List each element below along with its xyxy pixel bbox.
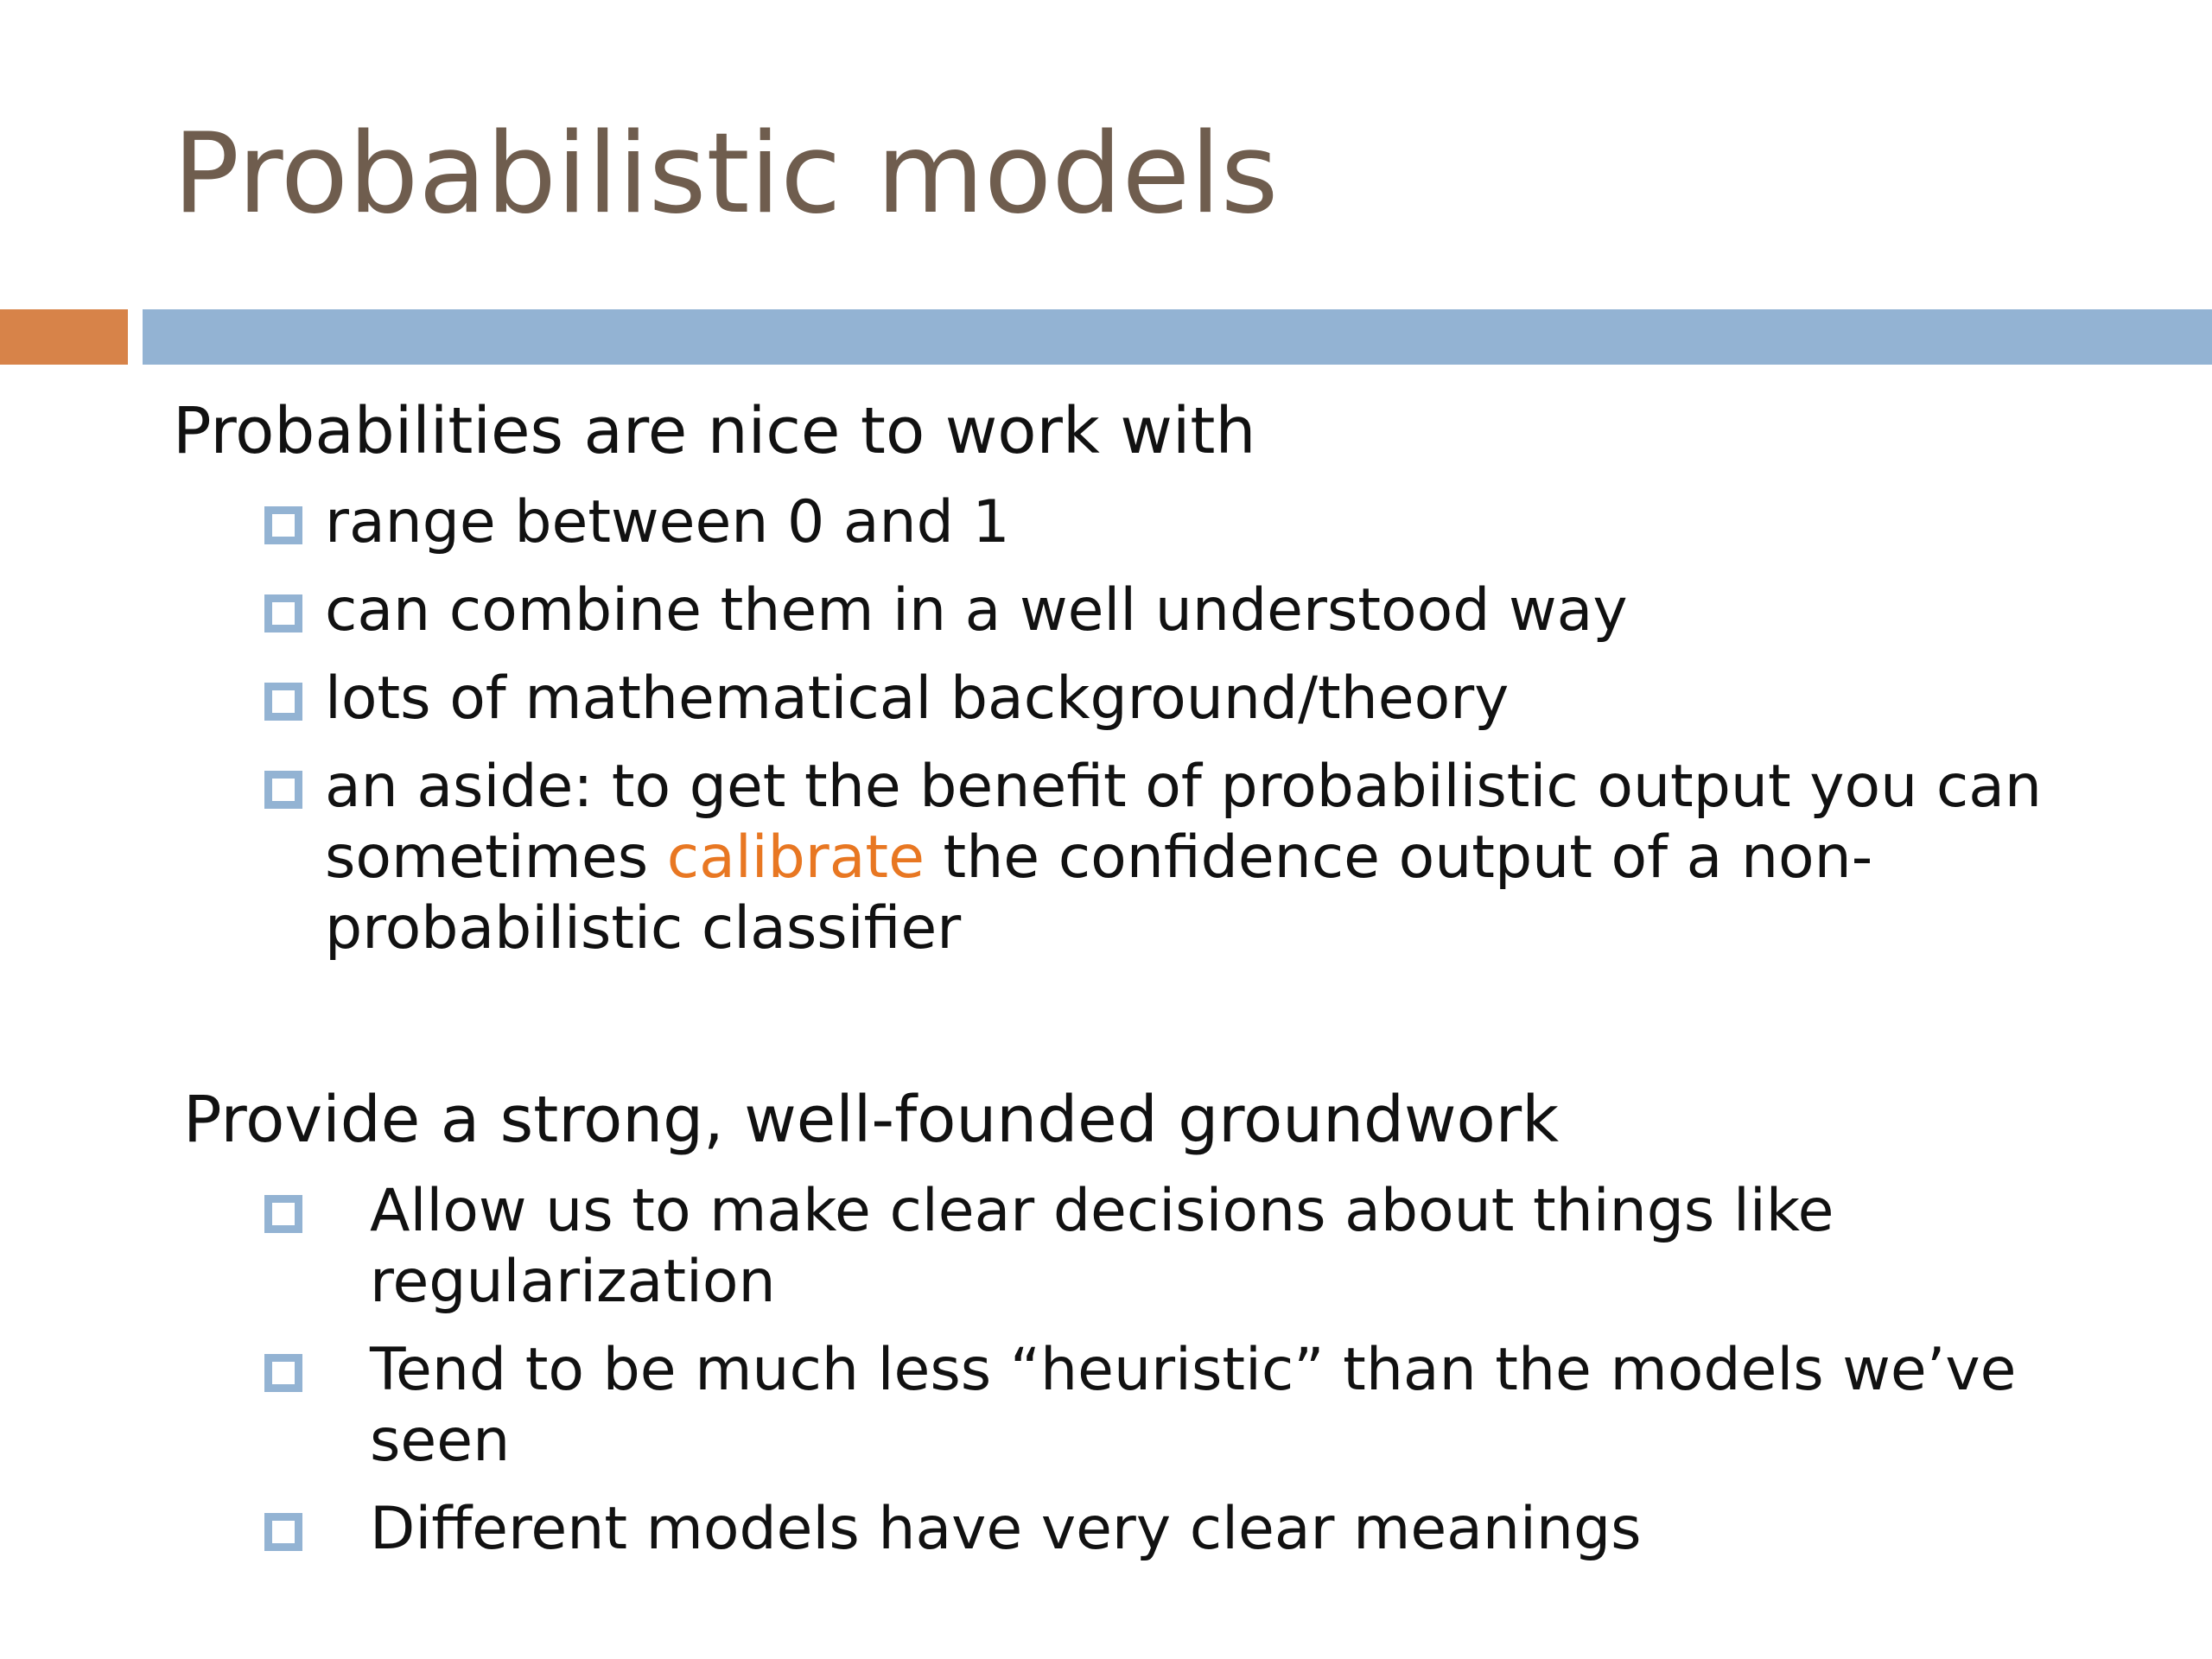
bullet-text: range between 0 and 1 — [325, 487, 1010, 556]
square-bullet-icon — [264, 1513, 302, 1551]
square-bullet-icon — [264, 683, 302, 721]
bullet-text-before: an aside: to get the benefit of probabilistic output you can sometimes — [325, 752, 2042, 892]
bullet-item — [173, 487, 2160, 558]
bullet-list — [173, 487, 2160, 964]
section-groundwork — [183, 1082, 2171, 1565]
bullet-text: Tend to be much less “heuristic” than the models we’ve seen — [370, 1335, 2017, 1475]
square-bullet-icon — [264, 506, 302, 544]
bullet-text: lots of mathematical background/theory — [325, 664, 1510, 733]
bullet-item — [183, 1335, 2171, 1477]
bullet-item — [183, 1176, 2171, 1318]
bullet-text: can combine them in a well understood way — [325, 575, 1628, 645]
title-accent-bar-blue — [143, 309, 2212, 365]
title-accent-bar-orange — [0, 309, 128, 365]
bullet-text: Allow us to make clear decisions about things like regularization — [370, 1176, 1834, 1316]
square-bullet-icon — [264, 594, 302, 632]
bullet-text-after: the confidence output of a non-probabilistic classifier — [325, 823, 1873, 963]
slide-title: Probabilistic models — [173, 110, 1279, 238]
bullet-item — [173, 664, 2160, 734]
square-bullet-icon — [264, 1195, 302, 1233]
section-probabilities — [173, 393, 2160, 964]
bullet-item — [173, 752, 2160, 964]
highlighted-term: calibrate — [666, 823, 925, 892]
bullet-text: Different models have very clear meanings — [370, 1494, 1642, 1563]
bullet-item — [183, 1494, 2171, 1565]
bullet-list — [183, 1176, 2171, 1565]
square-bullet-icon — [264, 1354, 302, 1392]
section-heading: Provide a strong, well-founded groundwork — [183, 1083, 1560, 1157]
square-bullet-icon — [264, 771, 302, 809]
section-heading: Probabilities are nice to work with — [173, 394, 1256, 468]
bullet-item — [173, 575, 2160, 646]
